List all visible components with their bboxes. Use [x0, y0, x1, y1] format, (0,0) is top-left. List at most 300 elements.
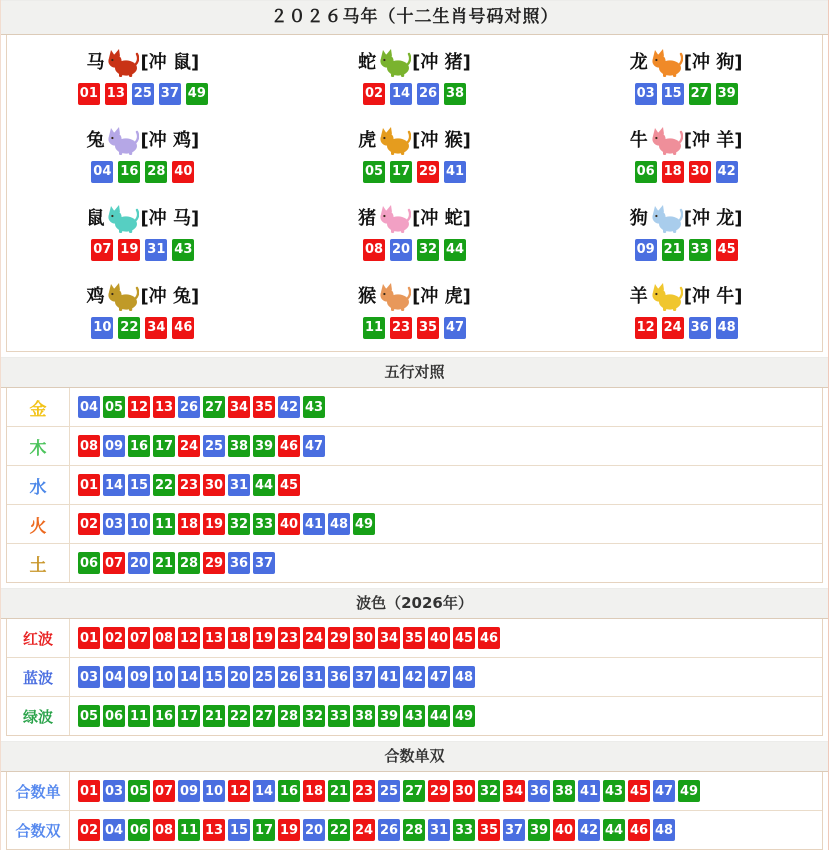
number-ball-09: 09	[128, 666, 150, 688]
zodiac-cell-goat	[550, 271, 822, 349]
zodiac-clash-label: [冲 蛇]	[412, 207, 471, 229]
zodiac-clash-label: [冲 马]	[140, 207, 200, 229]
zodiac-numbers	[363, 239, 466, 261]
number-ball-23: 23	[178, 474, 200, 496]
number-ball-15: 15	[128, 474, 150, 496]
number-ball-24: 24	[662, 317, 684, 339]
zodiac-cell-dog	[550, 193, 822, 271]
number-ball-11: 11	[153, 513, 175, 535]
number-ball-38: 38	[444, 83, 466, 105]
number-ball-29: 29	[417, 161, 439, 183]
number-ball-33: 33	[328, 705, 350, 727]
number-ball-40: 40	[172, 161, 194, 183]
number-ball-48: 48	[453, 666, 475, 688]
number-ball-41: 41	[578, 780, 600, 802]
number-ball-47: 47	[444, 317, 466, 339]
row-numbers	[70, 427, 822, 465]
zodiac-name: 龙	[629, 51, 648, 73]
number-ball-12: 12	[128, 396, 150, 418]
number-ball-21: 21	[328, 780, 350, 802]
number-ball-16: 16	[128, 435, 150, 457]
zodiac-numbers	[635, 317, 738, 339]
number-ball-36: 36	[328, 666, 350, 688]
number-ball-13: 13	[203, 819, 225, 841]
zodiac-numbers	[635, 239, 738, 261]
zodiac-numbers	[91, 317, 194, 339]
number-ball-30: 30	[203, 474, 225, 496]
number-ball-21: 21	[153, 552, 175, 574]
number-ball-48: 48	[716, 317, 738, 339]
row-label: 木	[7, 427, 70, 465]
zodiac-heading	[630, 48, 743, 78]
number-ball-34: 34	[228, 396, 250, 418]
zodiac-cell-snake	[279, 37, 551, 115]
number-ball-27: 27	[403, 780, 425, 802]
row-numbers	[70, 697, 822, 735]
number-ball-17: 17	[153, 435, 175, 457]
number-ball-10: 10	[153, 666, 175, 688]
number-ball-26: 26	[178, 396, 200, 418]
number-ball-39: 39	[528, 819, 550, 841]
number-ball-44: 44	[428, 705, 450, 727]
number-ball-31: 31	[303, 666, 325, 688]
number-ball-02: 02	[78, 513, 100, 535]
row-label: 火	[7, 505, 70, 543]
zodiac-heading	[630, 282, 743, 312]
row-numbers	[70, 772, 822, 810]
zodiac-clash-label: [冲 猪]	[412, 51, 471, 73]
number-ball-11: 11	[128, 705, 150, 727]
number-ball-32: 32	[303, 705, 325, 727]
zodiac-cell-rat	[7, 193, 279, 271]
number-ball-16: 16	[118, 161, 140, 183]
number-ball-45: 45	[716, 239, 738, 261]
zodiac-goat-icon	[649, 282, 683, 312]
number-ball-19: 19	[203, 513, 225, 535]
number-ball-49: 49	[678, 780, 700, 802]
zodiac-dragon-icon	[649, 48, 683, 78]
zodiac-monkey-icon	[377, 282, 411, 312]
number-ball-32: 32	[478, 780, 500, 802]
zodiac-cell-dragon	[550, 37, 822, 115]
number-ball-03: 03	[103, 780, 125, 802]
number-ball-05: 05	[363, 161, 385, 183]
number-ball-39: 39	[378, 705, 400, 727]
number-ball-24: 24	[353, 819, 375, 841]
number-ball-43: 43	[603, 780, 625, 802]
row-numbers	[70, 544, 822, 582]
number-ball-04: 04	[103, 819, 125, 841]
number-ball-28: 28	[145, 161, 167, 183]
number-ball-35: 35	[253, 396, 275, 418]
zodiac-heading	[358, 126, 471, 156]
row-numbers	[70, 505, 822, 543]
row-numbers	[70, 658, 822, 696]
zodiac-numbers	[363, 161, 466, 183]
number-ball-01: 01	[78, 780, 100, 802]
number-ball-12: 12	[228, 780, 250, 802]
zodiac-numbers	[635, 83, 738, 105]
number-ball-38: 38	[228, 435, 250, 457]
number-ball-36: 36	[689, 317, 711, 339]
table-row	[7, 811, 822, 849]
zodiac-cell-tiger	[279, 115, 551, 193]
zodiac-snake-icon	[377, 48, 411, 78]
number-ball-19: 19	[278, 819, 300, 841]
zodiac-name: 猪	[358, 207, 377, 229]
number-ball-48: 48	[328, 513, 350, 535]
number-ball-06: 06	[635, 161, 657, 183]
number-ball-20: 20	[303, 819, 325, 841]
number-ball-05: 05	[78, 705, 100, 727]
zodiac-name: 马	[86, 51, 105, 73]
table-row	[7, 505, 822, 544]
number-ball-21: 21	[662, 239, 684, 261]
number-ball-01: 01	[78, 474, 100, 496]
number-ball-45: 45	[278, 474, 300, 496]
zodiac-heading	[358, 282, 471, 312]
number-ball-43: 43	[172, 239, 194, 261]
number-ball-45: 45	[628, 780, 650, 802]
row-numbers	[70, 466, 822, 504]
number-ball-03: 03	[635, 83, 657, 105]
number-ball-42: 42	[716, 161, 738, 183]
zodiac-cell-pig	[279, 193, 551, 271]
number-ball-09: 09	[635, 239, 657, 261]
zodiac-heading	[86, 48, 199, 78]
number-ball-17: 17	[390, 161, 412, 183]
number-ball-41: 41	[303, 513, 325, 535]
number-ball-18: 18	[228, 627, 250, 649]
zodiac-name: 鸡	[86, 285, 105, 307]
number-ball-26: 26	[417, 83, 439, 105]
number-ball-17: 17	[253, 819, 275, 841]
number-ball-18: 18	[662, 161, 684, 183]
number-ball-47: 47	[653, 780, 675, 802]
number-ball-12: 12	[635, 317, 657, 339]
zodiac-dog-icon	[649, 204, 683, 234]
zodiac-heading	[86, 282, 199, 312]
zodiac-numbers	[78, 83, 208, 105]
number-ball-31: 31	[228, 474, 250, 496]
table-row	[7, 388, 822, 427]
zodiac-clash-label: [冲 猴]	[412, 129, 471, 151]
number-ball-32: 32	[228, 513, 250, 535]
number-ball-29: 29	[428, 780, 450, 802]
number-ball-26: 26	[378, 819, 400, 841]
number-ball-39: 39	[716, 83, 738, 105]
number-ball-48: 48	[653, 819, 675, 841]
number-ball-45: 45	[453, 627, 475, 649]
zodiac-heading	[86, 204, 199, 234]
number-ball-37: 37	[503, 819, 525, 841]
number-ball-04: 04	[91, 161, 113, 183]
number-ball-30: 30	[353, 627, 375, 649]
number-ball-47: 47	[303, 435, 325, 457]
number-ball-32: 32	[417, 239, 439, 261]
zodiac-cell-rabbit	[7, 115, 279, 193]
zodiac-numbers	[635, 161, 738, 183]
zodiac-name: 虎	[358, 129, 377, 151]
zodiac-heading	[86, 126, 199, 156]
number-ball-27: 27	[203, 396, 225, 418]
number-ball-14: 14	[390, 83, 412, 105]
number-ball-14: 14	[253, 780, 275, 802]
zodiac-clash-label: [冲 龙]	[683, 207, 743, 229]
number-ball-08: 08	[363, 239, 385, 261]
number-ball-31: 31	[145, 239, 167, 261]
table-row	[7, 466, 822, 505]
number-ball-46: 46	[278, 435, 300, 457]
zodiac-numbers	[363, 317, 466, 339]
number-ball-13: 13	[105, 83, 127, 105]
number-ball-04: 04	[78, 396, 100, 418]
number-ball-10: 10	[91, 317, 113, 339]
number-ball-19: 19	[118, 239, 140, 261]
number-ball-22: 22	[328, 819, 350, 841]
number-ball-46: 46	[478, 627, 500, 649]
number-ball-06: 06	[103, 705, 125, 727]
zodiac-clash-label: [冲 兔]	[140, 285, 200, 307]
number-ball-40: 40	[553, 819, 575, 841]
zodiac-name: 狗	[629, 207, 648, 229]
number-ball-20: 20	[128, 552, 150, 574]
number-ball-28: 28	[278, 705, 300, 727]
number-ball-35: 35	[478, 819, 500, 841]
zodiac-heading	[630, 126, 743, 156]
number-ball-49: 49	[353, 513, 375, 535]
number-ball-41: 41	[444, 161, 466, 183]
number-ball-03: 03	[78, 666, 100, 688]
number-ball-23: 23	[353, 780, 375, 802]
number-ball-13: 13	[203, 627, 225, 649]
number-ball-37: 37	[253, 552, 275, 574]
number-ball-47: 47	[428, 666, 450, 688]
zodiac-name: 蛇	[358, 51, 377, 73]
number-ball-26: 26	[278, 666, 300, 688]
number-ball-20: 20	[390, 239, 412, 261]
number-ball-49: 49	[186, 83, 208, 105]
number-ball-14: 14	[178, 666, 200, 688]
number-ball-10: 10	[128, 513, 150, 535]
row-label: 绿波	[7, 697, 70, 735]
zodiac-heading	[630, 204, 743, 234]
number-ball-25: 25	[132, 83, 154, 105]
number-ball-35: 35	[403, 627, 425, 649]
zodiac-grid	[6, 35, 823, 352]
zodiac-name: 兔	[86, 129, 105, 151]
zodiac-clash-label: [冲 鸡]	[140, 129, 200, 151]
number-ball-03: 03	[103, 513, 125, 535]
number-ball-41: 41	[378, 666, 400, 688]
table-row	[7, 427, 822, 466]
sum-parity-header: 合数单双	[1, 741, 828, 772]
zodiac-name: 牛	[629, 129, 648, 151]
number-ball-39: 39	[253, 435, 275, 457]
number-ball-28: 28	[403, 819, 425, 841]
number-ball-08: 08	[153, 819, 175, 841]
zodiac-rabbit-icon	[105, 126, 139, 156]
number-ball-27: 27	[253, 705, 275, 727]
number-ball-23: 23	[278, 627, 300, 649]
zodiac-cell-ox	[550, 115, 822, 193]
number-ball-37: 37	[159, 83, 181, 105]
number-ball-04: 04	[103, 666, 125, 688]
number-ball-18: 18	[303, 780, 325, 802]
number-ball-31: 31	[428, 819, 450, 841]
number-ball-18: 18	[178, 513, 200, 535]
number-ball-16: 16	[153, 705, 175, 727]
number-ball-02: 02	[103, 627, 125, 649]
zodiac-ox-icon	[649, 126, 683, 156]
number-ball-36: 36	[228, 552, 250, 574]
number-ball-42: 42	[403, 666, 425, 688]
table-row	[7, 658, 822, 697]
number-ball-34: 34	[145, 317, 167, 339]
zodiac-clash-label: [冲 虎]	[412, 285, 471, 307]
zodiac-horse-icon	[105, 48, 139, 78]
row-label: 红波	[7, 619, 70, 657]
number-ball-07: 07	[91, 239, 113, 261]
number-ball-17: 17	[178, 705, 200, 727]
number-ball-46: 46	[628, 819, 650, 841]
number-ball-29: 29	[203, 552, 225, 574]
zodiac-cell-horse	[7, 37, 279, 115]
zodiac-numbers	[91, 239, 194, 261]
five-elements-table	[6, 388, 823, 583]
number-ball-29: 29	[328, 627, 350, 649]
number-ball-27: 27	[689, 83, 711, 105]
zodiac-pig-icon	[377, 204, 411, 234]
number-ball-15: 15	[203, 666, 225, 688]
number-ball-02: 02	[363, 83, 385, 105]
number-ball-34: 34	[503, 780, 525, 802]
number-ball-06: 06	[78, 552, 100, 574]
number-ball-08: 08	[78, 435, 100, 457]
number-ball-44: 44	[253, 474, 275, 496]
page-title: ２０２６马年（十二生肖号码对照）	[1, 0, 828, 35]
row-label: 蓝波	[7, 658, 70, 696]
number-ball-28: 28	[178, 552, 200, 574]
number-ball-05: 05	[103, 396, 125, 418]
number-ball-33: 33	[689, 239, 711, 261]
number-ball-07: 07	[153, 780, 175, 802]
row-label: 土	[7, 544, 70, 582]
number-ball-16: 16	[278, 780, 300, 802]
zodiac-rat-icon	[105, 204, 139, 234]
row-numbers	[70, 811, 822, 849]
zodiac-numbers	[91, 161, 194, 183]
number-ball-09: 09	[103, 435, 125, 457]
table-row	[7, 544, 822, 582]
number-ball-38: 38	[553, 780, 575, 802]
number-ball-09: 09	[178, 780, 200, 802]
number-ball-19: 19	[253, 627, 275, 649]
number-ball-22: 22	[118, 317, 140, 339]
number-ball-15: 15	[662, 83, 684, 105]
number-ball-05: 05	[128, 780, 150, 802]
waves-table	[6, 619, 823, 736]
number-ball-33: 33	[453, 819, 475, 841]
number-ball-07: 07	[103, 552, 125, 574]
number-ball-01: 01	[78, 83, 100, 105]
zodiac-name: 羊	[629, 285, 648, 307]
number-ball-37: 37	[353, 666, 375, 688]
number-ball-22: 22	[153, 474, 175, 496]
table-row	[7, 697, 822, 735]
number-ball-30: 30	[689, 161, 711, 183]
number-ball-07: 07	[128, 627, 150, 649]
number-ball-44: 44	[444, 239, 466, 261]
number-ball-46: 46	[172, 317, 194, 339]
sum-parity-table	[6, 772, 823, 850]
number-ball-33: 33	[253, 513, 275, 535]
number-ball-06: 06	[128, 819, 150, 841]
number-ball-25: 25	[203, 435, 225, 457]
zodiac-cell-rooster	[7, 271, 279, 349]
table-row	[7, 772, 822, 811]
number-ball-34: 34	[378, 627, 400, 649]
number-ball-01: 01	[78, 627, 100, 649]
number-ball-30: 30	[453, 780, 475, 802]
row-numbers	[70, 619, 822, 657]
number-ball-43: 43	[303, 396, 325, 418]
zodiac-name: 猴	[358, 285, 377, 307]
zodiac-cell-monkey	[279, 271, 551, 349]
number-ball-40: 40	[428, 627, 450, 649]
number-ball-35: 35	[417, 317, 439, 339]
zodiac-name: 鼠	[86, 207, 105, 229]
number-ball-12: 12	[178, 627, 200, 649]
number-ball-10: 10	[203, 780, 225, 802]
row-label: 合数单	[7, 772, 70, 810]
number-ball-42: 42	[278, 396, 300, 418]
number-ball-43: 43	[403, 705, 425, 727]
number-ball-11: 11	[363, 317, 385, 339]
number-ball-25: 25	[253, 666, 275, 688]
number-ball-44: 44	[603, 819, 625, 841]
row-label: 合数双	[7, 811, 70, 849]
zodiac-clash-label: [冲 狗]	[683, 51, 743, 73]
number-ball-11: 11	[178, 819, 200, 841]
zodiac-clash-label: [冲 羊]	[683, 129, 743, 151]
number-ball-14: 14	[103, 474, 125, 496]
number-ball-36: 36	[528, 780, 550, 802]
row-label: 金	[7, 388, 70, 426]
zodiac-rooster-icon	[105, 282, 139, 312]
table-row	[7, 619, 822, 658]
five-elements-header: 五行对照	[1, 357, 828, 388]
number-ball-20: 20	[228, 666, 250, 688]
zodiac-heading	[358, 204, 471, 234]
zodiac-clash-label: [冲 牛]	[683, 285, 743, 307]
zodiac-tiger-icon	[377, 126, 411, 156]
number-ball-15: 15	[228, 819, 250, 841]
number-ball-24: 24	[178, 435, 200, 457]
number-ball-22: 22	[228, 705, 250, 727]
number-ball-02: 02	[78, 819, 100, 841]
number-ball-40: 40	[278, 513, 300, 535]
number-ball-23: 23	[390, 317, 412, 339]
zodiac-heading	[358, 48, 471, 78]
number-ball-38: 38	[353, 705, 375, 727]
zodiac-clash-label: [冲 鼠]	[140, 51, 200, 73]
zodiac-numbers	[363, 83, 466, 105]
number-ball-24: 24	[303, 627, 325, 649]
number-ball-08: 08	[153, 627, 175, 649]
number-ball-21: 21	[203, 705, 225, 727]
number-ball-13: 13	[153, 396, 175, 418]
